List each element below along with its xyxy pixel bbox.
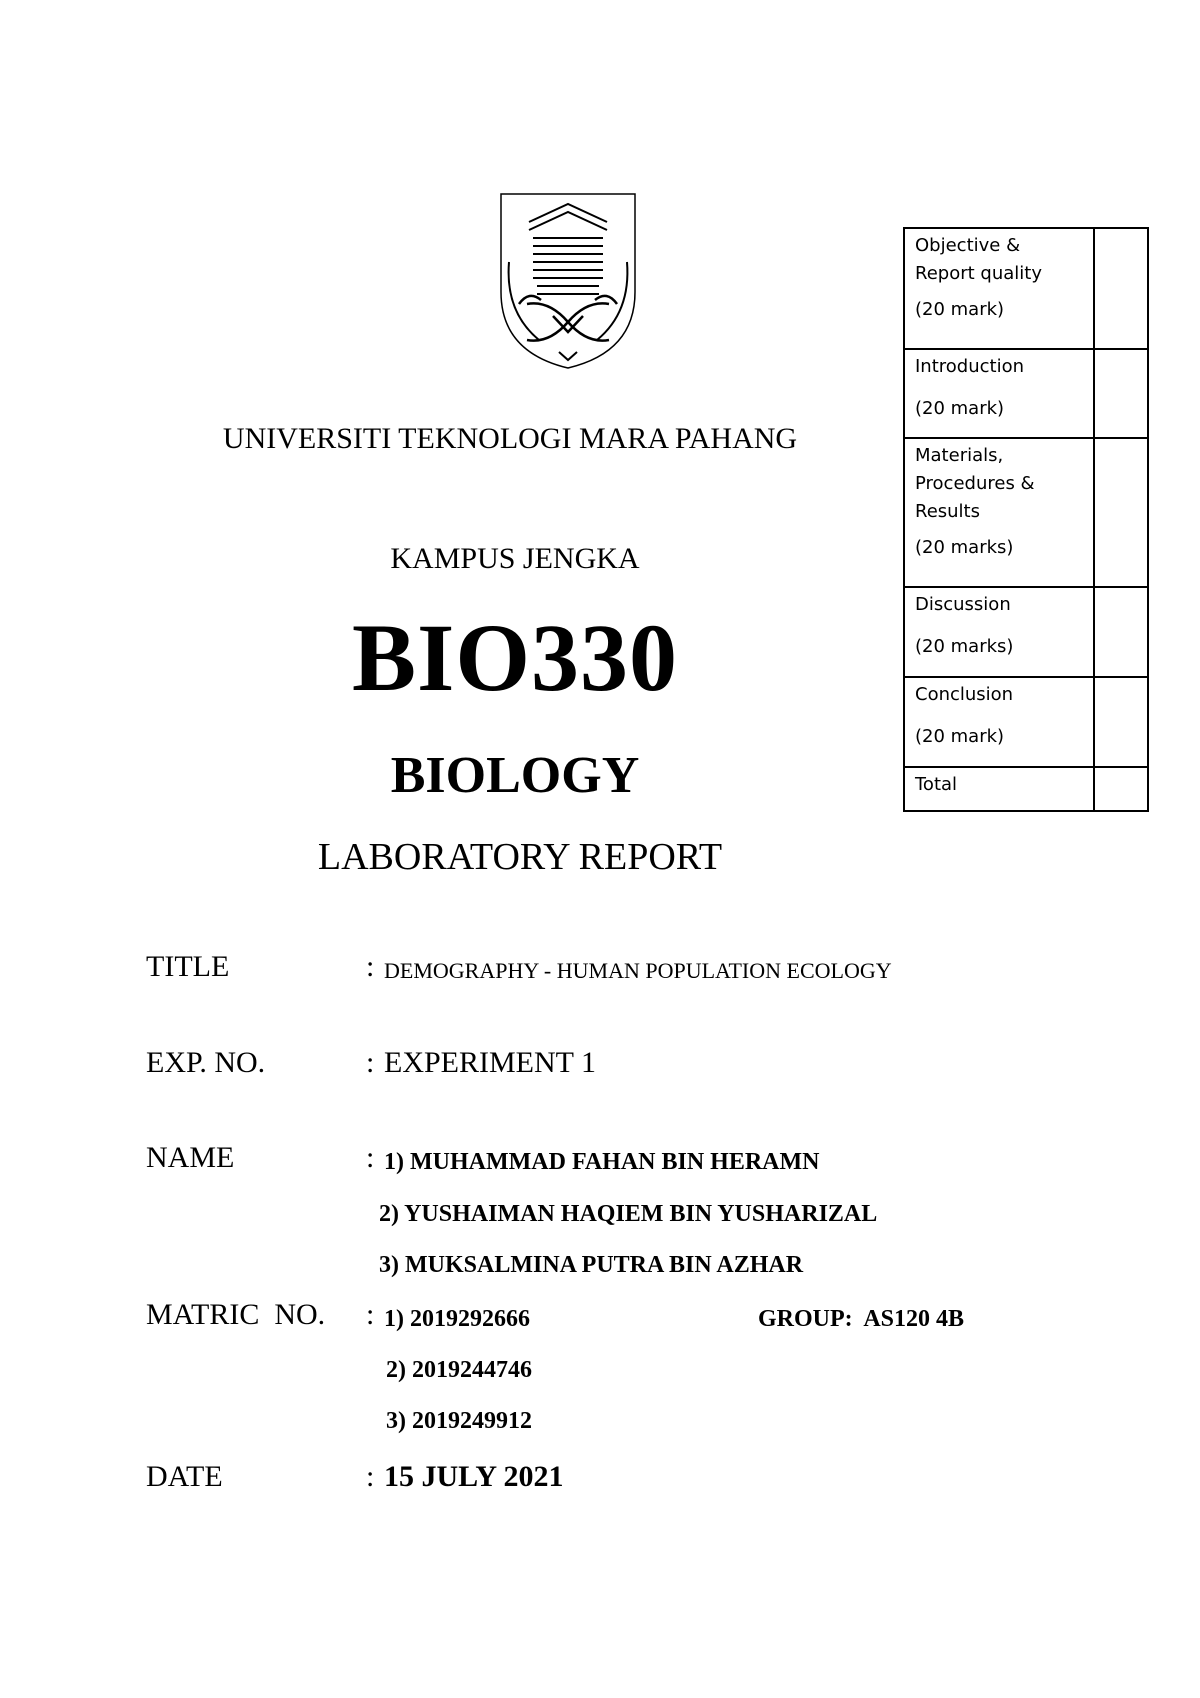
marking-criterion-cell xyxy=(904,767,1094,811)
criterion-marks: (20 mark) xyxy=(915,299,1005,320)
exp-label: EXP. NO. xyxy=(146,1046,266,1079)
date-label: DATE xyxy=(146,1460,223,1493)
course-code: BIO330 xyxy=(351,604,679,711)
matric-colon: : xyxy=(366,1298,375,1331)
date-colon: : xyxy=(366,1460,375,1493)
marking-criterion-cell xyxy=(904,228,1094,349)
score-cell[interactable] xyxy=(1094,438,1148,587)
name-colon: : xyxy=(366,1141,375,1174)
criterion-marks: (20 marks) xyxy=(915,537,1014,558)
exp-value: EXPERIMENT 1 xyxy=(384,1046,596,1079)
report-type: LABORATORY REPORT xyxy=(317,836,723,878)
title-value: DEMOGRAPHY - HUMAN POPULATION ECOLOGY xyxy=(384,958,892,983)
university-logo xyxy=(499,192,637,370)
criterion-marks: (20 mark) xyxy=(915,398,1005,419)
matric-no-1: 1) 2019292666 xyxy=(384,1306,530,1332)
name-label: NAME xyxy=(146,1141,235,1174)
date-value: 15 JULY 2021 xyxy=(384,1460,564,1493)
score-cell[interactable] xyxy=(1094,677,1148,767)
marking-criterion-cell xyxy=(904,349,1094,438)
student-name-3: 3) MUKSALMINA PUTRA BIN AZHAR xyxy=(379,1252,804,1278)
student-name-1: 1) MUHAMMAD FAHAN BIN HERAMN xyxy=(384,1149,820,1175)
marking-row xyxy=(904,677,1148,767)
marking-criterion-cell xyxy=(904,438,1094,587)
criterion-marks: (20 mark) xyxy=(915,726,1005,747)
criterion-label: Discussion xyxy=(915,594,1011,615)
matric-no-3: 3) 2019249912 xyxy=(386,1408,532,1434)
campus-name: KAMPUS JENGKA xyxy=(390,542,640,575)
score-cell[interactable] xyxy=(1094,767,1148,811)
subject-title: BIOLOGY xyxy=(390,747,640,804)
score-cell[interactable] xyxy=(1094,228,1148,349)
marking-row xyxy=(904,587,1148,677)
marking-row xyxy=(904,767,1148,811)
marking-row xyxy=(904,349,1148,438)
criterion-label: Total xyxy=(915,774,958,795)
exp-colon: : xyxy=(366,1046,375,1079)
title-colon: : xyxy=(366,950,375,983)
marking-table xyxy=(903,227,1149,812)
score-cell[interactable] xyxy=(1094,349,1148,438)
criterion-label: Objective & Report quality xyxy=(915,235,1042,284)
criterion-label: Materials, Procedures & Results xyxy=(915,445,1035,522)
matric-no-2: 2) 2019244746 xyxy=(386,1357,532,1383)
university-crest-icon xyxy=(499,192,637,370)
score-cell[interactable] xyxy=(1094,587,1148,677)
title-label: TITLE xyxy=(146,950,230,983)
university-name: UNIVERSITI TEKNOLOGI MARA PAHANG xyxy=(222,422,798,455)
criterion-marks: (20 marks) xyxy=(915,636,1014,657)
marking-criterion-cell xyxy=(904,677,1094,767)
marking-criterion-cell xyxy=(904,587,1094,677)
marking-row xyxy=(904,438,1148,587)
group-value: GROUP: AS120 4B xyxy=(758,1306,965,1332)
marking-row xyxy=(904,228,1148,349)
student-name-2: 2) YUSHAIMAN HAQIEM BIN YUSHARIZAL xyxy=(379,1201,878,1227)
criterion-label: Conclusion xyxy=(915,684,1014,705)
criterion-label: Introduction xyxy=(915,356,1025,377)
matric-label: MATRIC NO. xyxy=(146,1298,326,1331)
